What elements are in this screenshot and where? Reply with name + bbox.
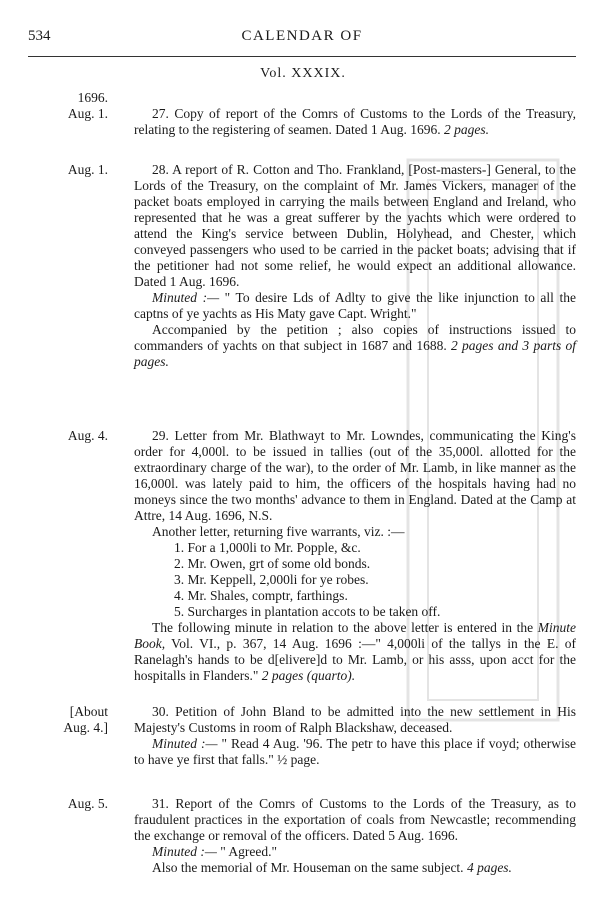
entry-pages: 2 pages and 3 parts of pages. [134, 338, 576, 369]
entry-pages: 2 pages. [444, 122, 490, 137]
entry-30 [134, 704, 576, 768]
entry-27 [134, 106, 576, 138]
entry-date: Aug. 4. [67, 428, 108, 443]
entry-date: Aug. 5. [67, 796, 108, 811]
entry-text: 28. A report of R. Cotton and Tho. Frankland, [Post-masters-] General, to the Lords of the Treasury, on the complaint of Mr. James Vickers, manager of the packet boats employed in carrying the mails between England and Ireland, who represented that he was a great sufferer by the yachts which were ordered to attend the King's service between Dublin, Holyhead, and Chester, which conveyed passengers who used to be carried in the packet boats; advising that if the petitioner had not some relief, he would expect an additional allowance. Dated 1 Aug. 1696. [134, 162, 576, 289]
entry-29 [134, 428, 576, 684]
page-header [28, 28, 576, 50]
list-item: 3. Mr. Keppell, 2,000li for ye robes. [174, 572, 369, 587]
volume-heading: Vol. XXXIX. [260, 66, 346, 81]
entry-text: 30. Petition of John Bland to be admitted into the new settlement in His Majesty's Customs in room of Ralph Blackshaw, deceased. [134, 704, 576, 735]
entry-31 [134, 796, 576, 876]
page-number: 534 [28, 28, 51, 44]
list-item: 4. Mr. Shales, comptr, farthings. [174, 588, 348, 603]
header-rule [28, 56, 576, 57]
entry-date: Aug. 1. [67, 106, 108, 121]
following-text: The following minute in relation to the above letter is entered in the [152, 620, 538, 635]
warrant-list [134, 540, 576, 620]
minuted-text: " Agreed." [220, 844, 278, 859]
accompanied-text: Accompanied by the petition ; also copies of instructions issued to commanders of yachts on that subject in 1687 and 1688. [134, 322, 576, 353]
entry-text: 27. Copy of report of the Comrs of Customs to the Lords of the Treasury, relating to the registering of seamen. Dated 1 Aug. 1696. [134, 106, 576, 137]
entry-date: [About [69, 704, 108, 719]
entry-28 [134, 162, 576, 370]
entry-text: 29. Letter from Mr. Blathwayt to Mr. Lowndes, communicating the King's order for 4,000l. to be issued in tallies (out of the 35,000l. allotted for the extraordinary charge of the war), to the order of Mr. Lamb, in like manner as the 16,000l. was lately paid to him, the officers of the hospitals having had no moneys since the two months' advance to them in England. Dated at the Camp at Attre, 14 Aug. 1696, N.S. [134, 428, 576, 523]
entry-text: 31. Report of the Comrs of Customs to the Lords of the Treasury, as to fraudulent practices in the exportation of coals from Newcastle; recommending the exchange or removal of the officers. Dated 5 Aug. 1696. [134, 796, 576, 843]
another-letter: Another letter, returning five warrants, viz. :— [152, 524, 405, 539]
minuted-text: " To desire Lds of Adlty to give the like injunction to all the captns of ye yachts as His Maty gave Capt. Wright." [134, 290, 576, 321]
list-item: 5. Surcharges in plantation accots to be taken off. [174, 604, 441, 619]
entry-pages: 2 pages (quarto). [261, 668, 356, 683]
minute-book: Minute Book, [134, 620, 576, 651]
minuted-label: Minuted :— [152, 736, 218, 751]
list-item: 1. For a 1,000li to Mr. Popple, &c. [174, 540, 361, 555]
entry-date: Aug. 4.] [63, 720, 108, 735]
minuted-label: Minuted :— [152, 844, 217, 859]
side-year: 1696. [77, 90, 108, 105]
also-text: Also the memorial of Mr. Houseman on the same subject. [152, 860, 464, 875]
running-title: CALENDAR OF [241, 28, 363, 44]
minuted-label: Minuted :— [152, 290, 220, 305]
entry-pages: ½ page. [277, 752, 320, 767]
list-item: 2. Mr. Owen, grt of some old bonds. [174, 556, 371, 571]
entry-pages: 4 pages. [466, 860, 512, 875]
minuted-text: " Read 4 Aug. '96. The petr to have this place if voyd; otherwise to have ye first that falls." [134, 736, 576, 767]
entry-date: Aug. 1. [67, 162, 108, 177]
following-text-cont: Vol. VI., p. 367, 14 Aug. 1696 :—" 4,000li of the tallys in the E. of Ranelagh's hands to be d[elivere]d to Mr. Lamb, or his asss, upon acct for the hospitalls in Flanders." [134, 636, 576, 683]
